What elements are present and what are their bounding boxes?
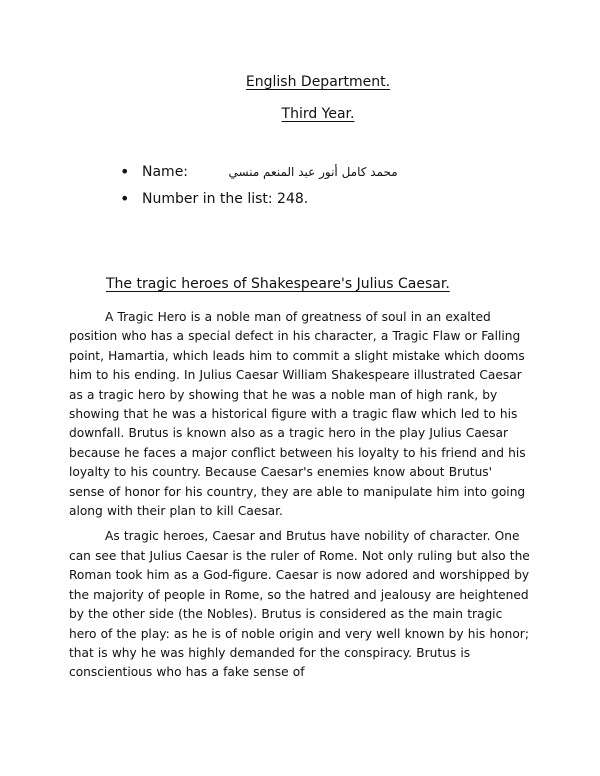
essay-body — [69, 308, 531, 689]
name-value: محمد كامل أنور عبد المنعم منسي — [228, 165, 398, 179]
department-heading: English Department. — [245, 74, 391, 90]
name-label: Name: — [142, 164, 189, 180]
number-label: Number in the list: 248. — [142, 191, 309, 207]
paragraph-2: As tragic heroes, Caesar and Brutus have nobility of character. One can see that Julius Caesar is the ruler of Rome. Not only ruling but also the Roman took him as a God-figure. Caesar is now adored and worshipped by the majority of people in Rome, so the hatred and jealousy are heightened by the other side (the Nobles). Brutus is considered as the main tragic hero of the play: as he is of noble origin and very well known by his honor; that is why he was highly demanded for the conspiracy. Brutus is conscientious who has a fake sense of — [69, 529, 530, 680]
student-info-list — [120, 162, 398, 216]
student-name-item — [120, 162, 398, 189]
student-number-item — [120, 189, 398, 216]
paragraph-1: A Tragic Hero is a noble man of greatness of soul in an exalted position who has a special defect in his character, a Tragic Flaw or Falling point, Hamartia, which leads him to commit a slight mistake which dooms him to his ending. In Julius Caesar William Shakespeare illustrated Caesar as a tragic hero by showing that he was a noble man of high rank, by showing that he was a historical figure with a tragic flaw which led to his downfall. Brutus is known also as a tragic hero in the play Julius Caesar because he faces a major conflict between his loyalty to his friend and his loyalty to his country. Because Caesar's enemies know about Brutus' sense of honor for his country, they are able to manipulate him into going along with their plan to kill Caesar. — [69, 310, 526, 519]
essay-title: The tragic heroes of Shakespeare's Julius Caesar. — [106, 276, 450, 292]
year-heading: Third Year. — [281, 106, 355, 122]
